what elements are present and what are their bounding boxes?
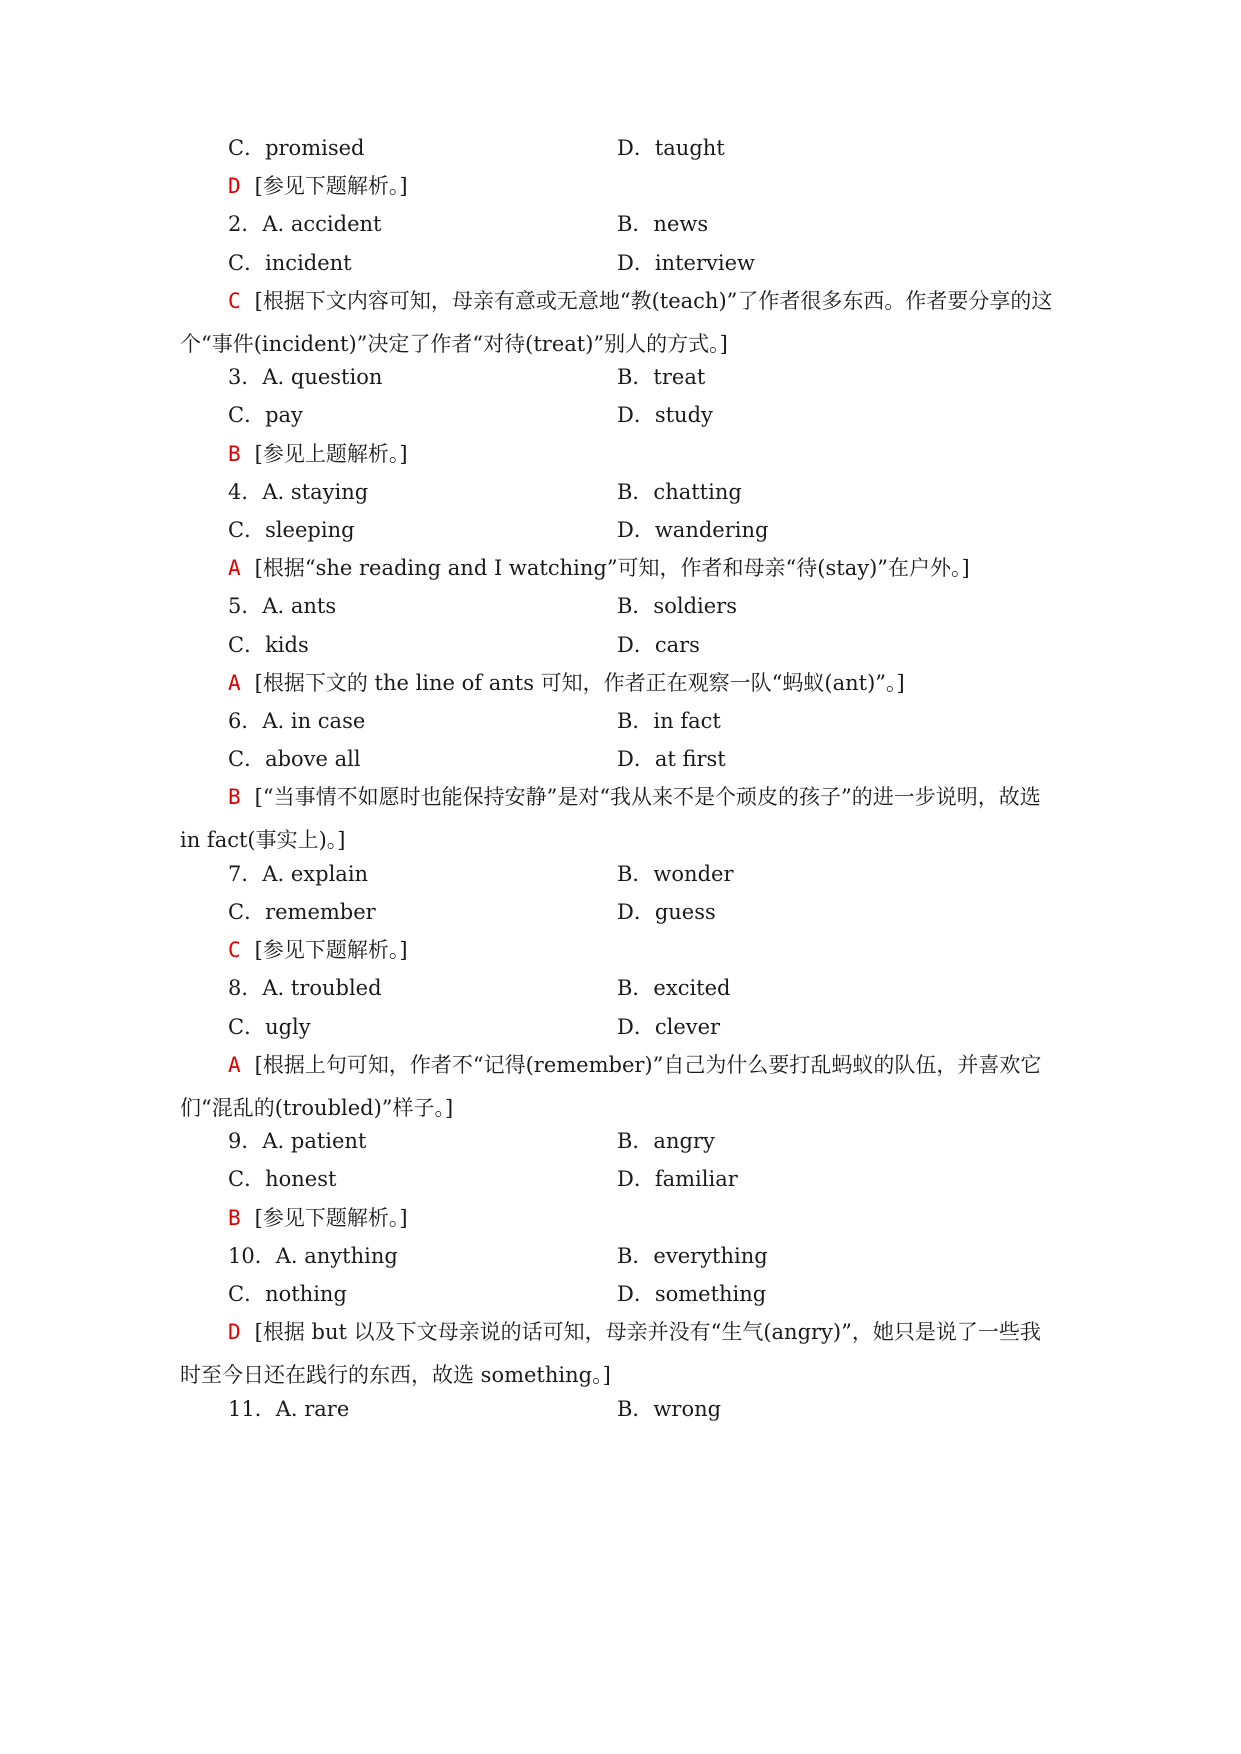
- option-row: [0, 1158, 1241, 1201]
- answer-row: [0, 929, 1241, 972]
- option-right: D．cars: [617, 632, 700, 657]
- option-right: D．taught: [617, 136, 725, 160]
- option-right: D．at first: [617, 747, 726, 772]
- answer-explanation: [参见下题解析。]: [254, 938, 408, 963]
- option-left: C．incident: [228, 250, 352, 275]
- answer-letter: A: [228, 556, 241, 581]
- option-left: C．remember: [228, 900, 376, 924]
- option-right: B．in fact: [617, 709, 721, 733]
- answer-explanation: [根据“she reading and I watching”可知，作者和母亲“待(stay)”在户外。]: [254, 556, 970, 581]
- option-row: [0, 1006, 1241, 1049]
- option-left: C．nothing: [228, 1282, 347, 1306]
- option-left: C．above all: [228, 747, 361, 772]
- option-row: [0, 242, 1241, 285]
- option-right: D．clever: [617, 1014, 721, 1039]
- option-row: [0, 891, 1241, 934]
- answer-letter: D: [228, 1320, 241, 1345]
- answer-letter: B: [228, 441, 241, 466]
- option-row: [0, 394, 1241, 437]
- option-left: 3．A. question: [228, 365, 383, 390]
- option-left: 10．A. anything: [228, 1243, 398, 1268]
- option-left: C．kids: [228, 632, 309, 657]
- answer-explanation: [参见上题解析。]: [254, 441, 408, 466]
- answer-letter: B: [228, 785, 241, 810]
- option-row: [0, 624, 1241, 667]
- option-left: 11．A. rare: [228, 1396, 350, 1421]
- option-right: B．news: [617, 212, 709, 237]
- option-left: 9．A. patient: [228, 1129, 367, 1154]
- answer-explanation: [根据 but 以及下文母亲说的话可知，母亲并没有“生气(angry)”，她只是说了一些我时至今日还在践行的东西，故选 something。]: [180, 1320, 1041, 1388]
- answer-letter: D: [228, 174, 241, 199]
- option-right: D．familiar: [617, 1167, 738, 1192]
- option-right: B．angry: [617, 1129, 715, 1154]
- answer-explanation: [“当事情不如愿时也能保持安静”是对“我从来不是个顽皮的孩子”的进一步说明，故选 in fact(事实上)。]: [180, 785, 1041, 853]
- option-left: C．ugly: [228, 1014, 311, 1039]
- option-left: C．promised: [228, 136, 365, 160]
- option-right: D．wandering: [617, 518, 769, 542]
- answer-row: [0, 1197, 1241, 1240]
- answer-row: [0, 662, 1241, 705]
- option-left: 7．A. explain: [228, 861, 369, 886]
- answer-paragraph: [180, 1311, 1060, 1397]
- option-row: [0, 127, 1241, 170]
- answer-letter: A: [228, 670, 241, 695]
- option-row: [0, 1388, 1241, 1431]
- answer-letter: C: [228, 288, 241, 313]
- option-right: B．treat: [617, 365, 706, 390]
- option-right: D．study: [617, 403, 713, 428]
- option-left: C．sleeping: [228, 518, 355, 542]
- answer-explanation: [参见下题解析。]: [254, 174, 408, 199]
- option-right: B．wonder: [617, 861, 734, 886]
- option-row: [0, 356, 1241, 399]
- option-left: 6．A. in case: [228, 709, 366, 733]
- option-row: [0, 738, 1241, 781]
- option-row: [0, 853, 1241, 896]
- answer-letter: B: [228, 1205, 241, 1230]
- option-left: 2．A. accident: [228, 212, 382, 237]
- answer-paragraph: [180, 280, 1060, 366]
- option-right: B．chatting: [617, 479, 742, 504]
- answer-row: [0, 547, 1241, 590]
- option-row: [0, 1273, 1241, 1316]
- option-right: B．excited: [617, 976, 731, 1001]
- option-left: 4．A. staying: [228, 479, 369, 504]
- option-row: [0, 585, 1241, 628]
- option-right: D．interview: [617, 250, 755, 275]
- answer-explanation: [根据下文内容可知，母亲有意或无意地“教(teach)”了作者很多东西。作者要分享的这个“事件(incident)”决定了作者“对待(treat)”别人的方式。]: [180, 288, 1053, 356]
- answer-row: [0, 165, 1241, 208]
- option-row: [0, 509, 1241, 552]
- option-row: [0, 471, 1241, 514]
- answer-letter: C: [228, 938, 241, 963]
- option-right: D．something: [617, 1282, 767, 1306]
- option-right: B．soldiers: [617, 594, 737, 619]
- option-row: [0, 1120, 1241, 1163]
- answer-row: [0, 433, 1241, 476]
- option-row: [0, 967, 1241, 1010]
- answer-paragraph: [180, 776, 1060, 862]
- option-left: 8．A. troubled: [228, 976, 382, 1001]
- option-row: [0, 203, 1241, 246]
- answer-explanation: [根据上句可知，作者不“记得(remember)”自己为什么要打乱蚂蚁的队伍，并喜欢它们“混乱的(troubled)”样子。]: [180, 1052, 1042, 1120]
- option-row: [0, 700, 1241, 743]
- answer-letter: A: [228, 1052, 241, 1077]
- answer-paragraph: [180, 1044, 1060, 1130]
- option-left: 5．A. ants: [228, 594, 337, 619]
- option-right: B．everything: [617, 1243, 768, 1268]
- option-left: C．honest: [228, 1167, 337, 1192]
- answer-explanation: [参见下题解析。]: [254, 1205, 408, 1230]
- option-left: C．pay: [228, 403, 303, 428]
- answer-explanation: [根据下文的 the line of ants 可知，作者正在观察一队“蚂蚁(ant)”。]: [254, 670, 905, 695]
- option-right: D．guess: [617, 900, 716, 924]
- option-row: [0, 1235, 1241, 1278]
- option-right: B．wrong: [617, 1396, 722, 1421]
